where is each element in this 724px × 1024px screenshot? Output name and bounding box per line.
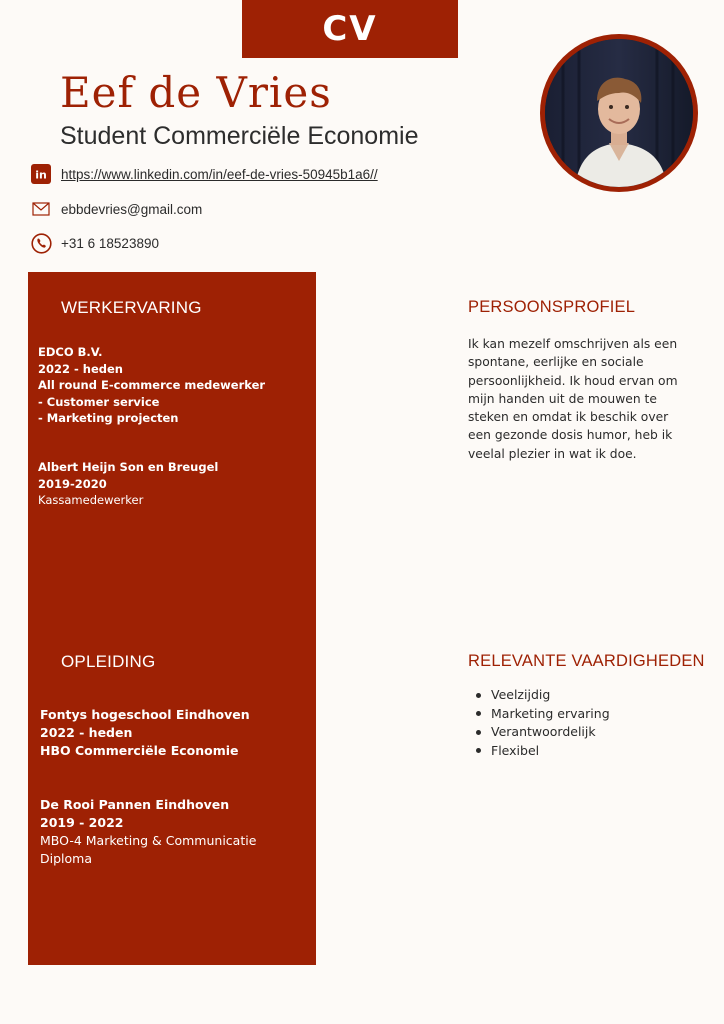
persoonsprofiel-text: Ik kan mezelf omschrijven als een spontane, eerlijke en sociale persoonlijkheid. Ik houd ervan om mijn handen uit de mouwen te steken en omdat ik beschik over een gezonde dosis humor, heb ik veelal plezier in wat ik doe. xyxy=(468,337,678,461)
page-subtitle: Student Commerciële Economie xyxy=(60,122,419,150)
page-title: Eef de Vries xyxy=(60,68,332,117)
education-program: MBO-4 Marketing & Communicatie Diploma xyxy=(40,833,257,866)
contact-phone xyxy=(30,232,159,254)
list-item xyxy=(476,705,610,724)
linkedin-link[interactable]: https://www.linkedin.com/in/eef-de-vries-50945b1a6// xyxy=(61,166,378,182)
skill-label: Verantwoordelijk xyxy=(491,724,596,739)
contact-linkedin xyxy=(30,163,378,185)
job-period: 2019-2020 xyxy=(38,476,107,491)
persoonsprofiel-heading: PERSOONSPROFIEL xyxy=(468,298,636,316)
werkervaring-heading: WERKERVARING xyxy=(61,298,202,317)
bullet-icon xyxy=(476,730,481,735)
bullet-icon xyxy=(476,711,481,716)
linkedin-icon xyxy=(30,163,52,185)
phone-icon xyxy=(30,232,52,254)
skills-list xyxy=(476,686,610,760)
job-period: 2022 - heden xyxy=(38,361,123,376)
left-panel xyxy=(28,272,316,965)
job-role: All round E-commerce medewerker xyxy=(38,378,266,392)
profile-photo xyxy=(545,39,693,187)
job-task: - Marketing projecten xyxy=(38,411,179,425)
job-role: Kassamedewerker xyxy=(38,493,144,507)
skill-label: Flexibel xyxy=(491,742,540,758)
skill-label: Veelzijdig xyxy=(491,687,551,702)
svg-text:in: in xyxy=(35,168,47,182)
skill-label: Marketing ervaring xyxy=(491,705,610,721)
phone-text[interactable]: +31 6 18523890 xyxy=(61,235,159,251)
list-item xyxy=(476,742,610,761)
education-program: HBO Commerciële Economie xyxy=(40,743,239,758)
job-entry xyxy=(38,344,265,427)
envelope-icon xyxy=(30,198,52,220)
opleiding-heading: OPLEIDING xyxy=(61,652,156,671)
education-entry xyxy=(40,796,280,868)
education-school: De Rooi Pannen Eindhoven xyxy=(40,797,230,812)
job-task: - Customer service xyxy=(38,394,160,409)
profile-photo-frame xyxy=(540,34,698,192)
education-period: 2019 - 2022 xyxy=(40,815,124,830)
bullet-icon xyxy=(476,693,481,698)
vaardigheden-heading: RELEVANTE VAARDIGHEDEN xyxy=(468,652,705,670)
bullet-icon xyxy=(476,748,481,753)
email-text[interactable]: ebbdevries@gmail.com xyxy=(61,201,203,217)
education-school: Fontys hogeschool Eindhoven xyxy=(40,707,250,722)
job-company: EDCO B.V. xyxy=(38,345,103,359)
education-period: 2022 - heden xyxy=(40,725,133,740)
list-item xyxy=(476,723,610,742)
contact-email xyxy=(30,198,202,220)
education-entry xyxy=(40,706,280,760)
cv-badge: CV xyxy=(242,0,458,58)
list-item xyxy=(476,686,610,705)
job-entry xyxy=(38,459,218,509)
job-company: Albert Heijn Son en Breugel xyxy=(38,460,219,474)
